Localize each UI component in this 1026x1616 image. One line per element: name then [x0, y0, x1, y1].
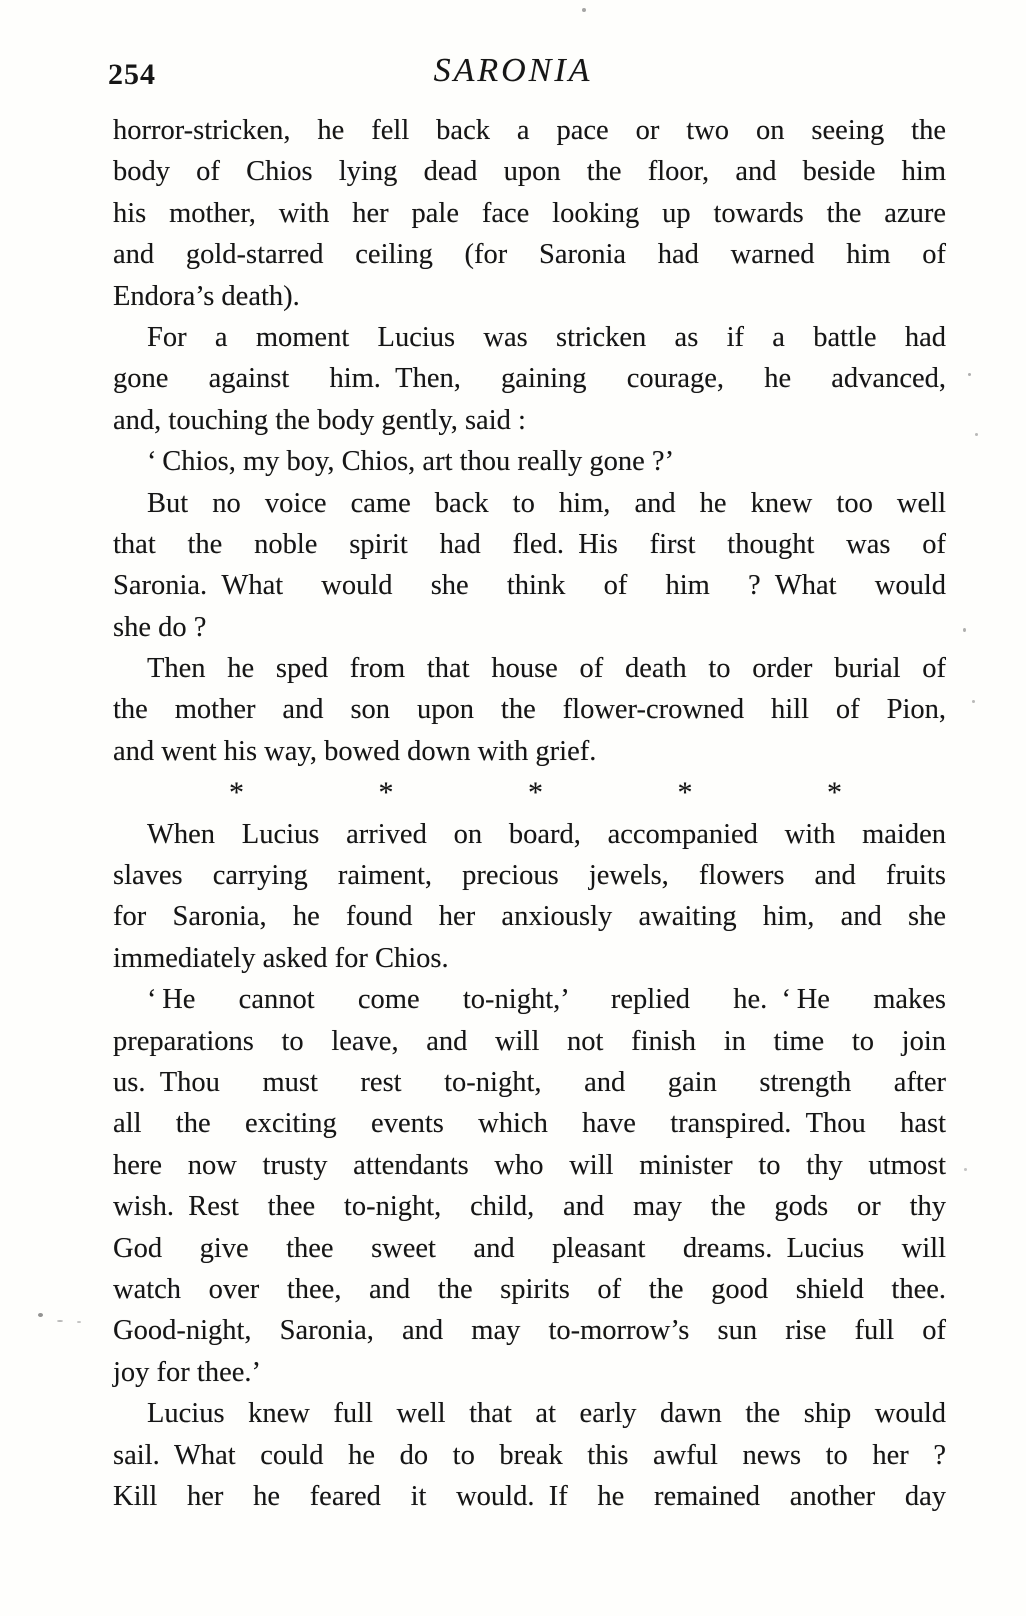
scan-speck [975, 433, 978, 436]
text-line: Good-night, Saronia, and may to-morrow’s sun rise full of [113, 1315, 946, 1347]
paragraph [113, 110, 946, 317]
text-line: Kill her he feared it would. If he remained another day [113, 1480, 946, 1512]
scan-speck [964, 1168, 967, 1171]
text-line: body of Chios lying dead upon the floor, and beside him [113, 156, 946, 188]
paragraph [113, 1393, 946, 1517]
page-number: 254 [108, 58, 156, 91]
scan-speck [77, 1321, 81, 1323]
asterisk: * [378, 775, 394, 809]
text-line: and, touching the body gently, said : [113, 404, 526, 436]
paragraph [113, 317, 946, 441]
paragraph [113, 814, 946, 980]
text-line: us. Thou must rest to-night, and gain strength after [113, 1066, 946, 1098]
text-line: immediately asked for Chios. [113, 942, 449, 974]
scan-speck [57, 1320, 63, 1322]
scan-speck [972, 700, 975, 703]
paragraph [113, 483, 946, 649]
text-line: here now trusty attendants who will minister to thy utmost [113, 1149, 946, 1181]
asterisk: * [677, 775, 693, 809]
text-line: all the exciting events which have transpired. Thou hast [113, 1108, 946, 1140]
scan-speck [968, 373, 971, 376]
text-line: Endora’s death). [113, 280, 300, 312]
text-line: joy for thee.’ [113, 1356, 261, 1388]
paragraph [113, 979, 946, 1393]
text-line: and gold-starred ceiling (for Saronia had warned him of [113, 239, 946, 271]
text-line: his mother, with her pale face looking up towards the azure [113, 197, 946, 229]
text-line: she do ? [113, 611, 207, 643]
text-line: and went his way, bowed down with grief. [113, 735, 597, 767]
scan-speck [582, 8, 586, 12]
page-header [0, 48, 1026, 98]
text-line: watch over thee, and the spirits of the good shield thee. [113, 1273, 946, 1305]
text-line: Lucius knew full well that at early dawn the ship would [147, 1398, 946, 1430]
running-title: SARONIA [433, 52, 593, 89]
text-line: For a moment Lucius was stricken as if a battle had [147, 321, 946, 353]
text-line: ‘ Chios, my boy, Chios, art thou really gone ?’ [147, 446, 675, 478]
text-line: Saronia. What would she think of him ? What would [113, 570, 946, 602]
text-line: horror-stricken, he fell back a pace or two on seeing the [113, 115, 946, 146]
paragraph [113, 441, 946, 482]
text-line: Then he sped from that house of death to order burial of [147, 653, 946, 685]
asterisk: * [528, 775, 543, 809]
paragraph [113, 648, 946, 772]
asterisk-separator [113, 772, 946, 813]
text-line: slaves carrying raiment, precious jewels, flowers and fruits [113, 860, 946, 892]
scan-speck [38, 1313, 43, 1317]
text-line: for Saronia, he found her anxiously awaiting him, and she [113, 901, 946, 933]
scan-speck [963, 628, 966, 632]
text-line: gone against him. Then, gaining courage, he advanced, [113, 363, 946, 395]
asterisk: * [827, 775, 842, 809]
text-line: ‘ He cannot come to-night,’ replied he. ‘ He makes [147, 984, 946, 1016]
text-line: sail. What could he do to break this awful news to her ? [113, 1439, 946, 1471]
text-line: preparations to leave, and will not finish in time to join [113, 1025, 946, 1057]
text-line: that the noble spirit had fled. His first thought was of [113, 528, 946, 560]
text-line: God give thee sweet and pleasant dreams. Lucius will [113, 1232, 946, 1264]
text-line: wish. Rest thee to-night, child, and may the gods or thy [113, 1191, 946, 1223]
text-line: When Lucius arrived on board, accompanied with maiden [147, 818, 946, 850]
text-line: But no voice came back to him, and he knew too well [147, 487, 946, 519]
text-line: the mother and son upon the flower-crowned hill of Pion, [113, 694, 946, 726]
page-body [113, 110, 946, 1517]
asterisk: * [229, 775, 244, 809]
